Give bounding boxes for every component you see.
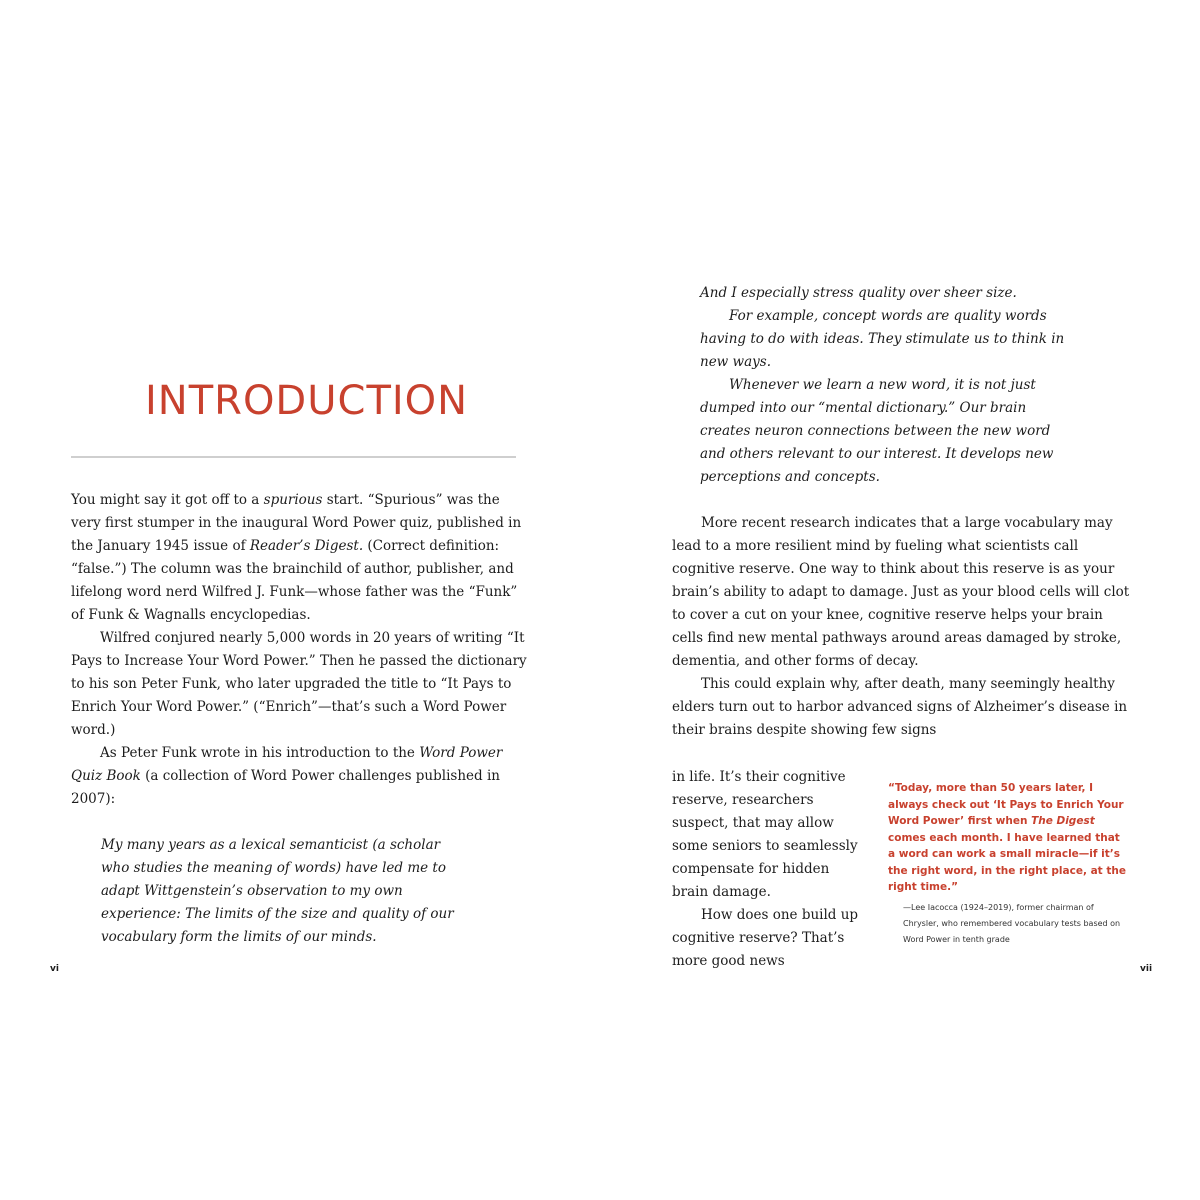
emphasis: spurious (263, 492, 323, 508)
block-quote: My many years as a lexical semanticist (a scholar who studies the meaning of words) have led me to adapt Wittgenstein’s observation to my own experience: The limits of the size and quality of our vocabulary form the limits of our minds. (101, 837, 454, 945)
pull-quote-attribution: —Lee Iacocca (1924–2019), former chairman of Chrysler, who remembered vocabulary tests based on Word Power in tenth grade (903, 903, 1121, 944)
chapter-title: INTRODUCTION (145, 378, 469, 424)
quote-paragraph-3: Whenever we learn a new word, it is not just dumped into our “mental dictionary.” Our brain creates neuron connections between the new word and others relevant to our interest. It develops new perceptions and concepts. (700, 377, 1054, 485)
emphasis: Reader’s Digest. (249, 538, 364, 554)
left-paragraph-1 (71, 489, 531, 627)
text-run: comes each month. I have learned that a word can work a small miracle—if it’s the right word, in the right place, at the right time.” (888, 831, 1126, 893)
text-run: As Peter Funk wrote in his introduction to the (100, 745, 420, 761)
right-paragraph-2: This could explain why, after death, many seemingly healthy elders turn out to harbor advanced signs of Alzheimer’s disease in their brains despite showing few signs (672, 676, 1128, 738)
text-run: (Correct definition: “false.”) The column was the brainchild of author, publisher, and lifelong word nerd Wilfred J. Funk—whose father was the “Funk” of Funk & Wagnalls encyclopedias. (71, 538, 518, 623)
quote-paragraph-1: And I especially stress quality over sheer size. (700, 285, 1017, 301)
left-body-text (71, 489, 531, 811)
text-run: “Today, more than 50 years later, I always check out ‘It Pays to Enrich Your Word Power’ first when (888, 782, 1124, 827)
text-run: start. “Spurious” was the very first stumper in the inaugural Word Power quiz, published in the January 1945 issue of (71, 492, 522, 554)
page-number-left: vi (50, 964, 59, 974)
right-body-text (672, 512, 1132, 742)
text-run: You might say it got off to a (71, 492, 264, 508)
emphasis: The Digest (1031, 815, 1095, 827)
right-paragraph-3: How does one build up cognitive reserve? That’s more good news (672, 907, 859, 969)
block-quote-continued (700, 282, 1070, 489)
right-paragraph-1: More recent research indicates that a large vocabulary may lead to a more resilient mind by fueling what scientists call cognitive reserve. One way to think about this reserve is as your brain’s ability to adapt to damage. Just as your blood cells will clot to cover a cut on your knee, cognitive reserve helps your brain cells find new mental pathways around areas damaged by stroke, dementia, and other forms of decay. (672, 515, 1130, 669)
right-body-narrow-column (672, 766, 862, 973)
left-paragraph-2: Wilfred conjured nearly 5,000 words in 20 years of writing “It Pays to Increase Your Word Power.” Then he passed the dictionary to his son Peter Funk, who later upgraded the title to “It Pays to Enrich Your Word Power.” (“Enrich”—that’s such a Word Power word.) (71, 630, 527, 738)
pull-quote (888, 780, 1128, 896)
title-divider (71, 456, 516, 458)
emphasis: Word Power Quiz Book (71, 745, 503, 784)
left-paragraph-3 (71, 742, 531, 811)
text-run: (a collection of Word Power challenges published in 2007): (71, 768, 500, 807)
page-number-right: vii (1140, 964, 1153, 974)
right-paragraph-2-continued: in life. It’s their cognitive reserve, researchers suspect, that may allow some seniors to seamlessly compensate for hidden brain damage. (672, 769, 858, 900)
quote-paragraph-2: For example, concept words are quality words having to do with ideas. They stimulate us to think in new ways. (700, 308, 1065, 370)
